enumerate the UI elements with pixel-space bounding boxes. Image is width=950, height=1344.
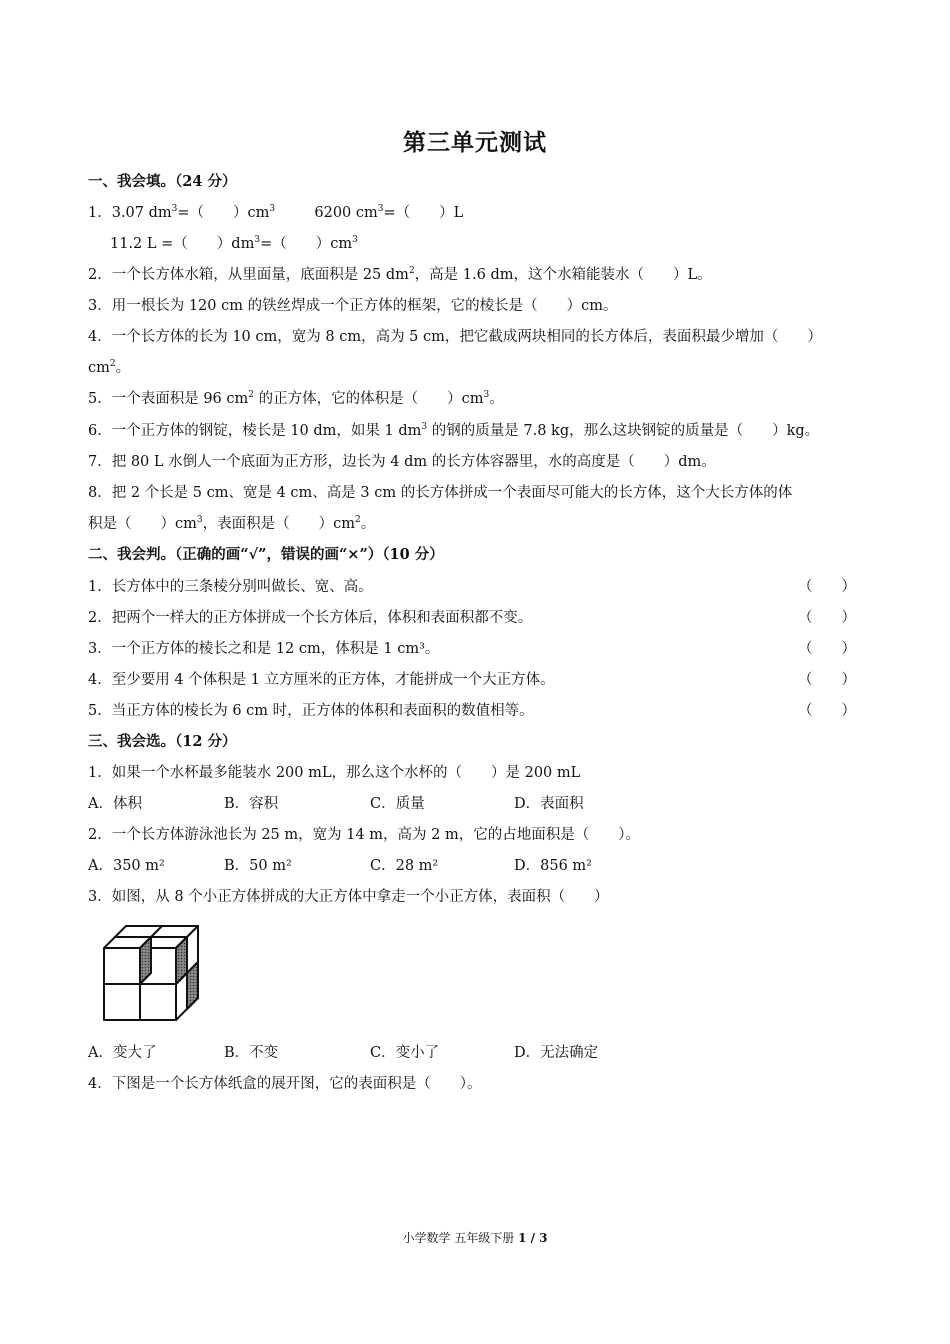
cube-figure [96, 918, 200, 1030]
footer-text: 小学数学 五年级下册 [402, 1231, 519, 1245]
s3-q2-option-a: A．350 m² [88, 858, 165, 874]
s1-q8-line-a: 8．把 2 个长是 5 cm、宽是 4 cm、高是 3 cm 的长方体拼成一个表面尽可能大的长方体，这个大长方体的体 [88, 485, 793, 501]
s1-q5: 5．一个表面积是 96 $cm^2$ 的正方体，它的体积是（ ）$cm^3$。 [88, 390, 504, 407]
s1-q1-line-b: 11.2 L =（ ）$dm^3=$（ ）$cm^3$ [110, 235, 358, 252]
s2-item-5: 5．当正方体的棱长为 6 cm 时，正方体的体积和表面积的数值相等。 [88, 703, 534, 719]
s3-q3-option-a: A．变大了 [88, 1045, 157, 1061]
s3-q3-option-d: D．无法确定 [514, 1045, 599, 1061]
page-footer [0, 1229, 950, 1246]
s3-q2: 2．一个长方体游泳池长为 25 m，宽为 14 m，高为 2 m，它的占地面积是（ ）。 [88, 827, 641, 843]
s3-q2-option-b: B．50 m² [224, 858, 292, 874]
s1-q3: 3．用一根长为 120 cm 的铁丝焊成一个正方体的框架，它的棱长是（ ）cm。 [88, 298, 618, 314]
s3-q1-option-c: C．质量 [370, 796, 425, 812]
s1-q4-line-a: 4．一个长方体的长为 10 cm，宽为 8 cm，高为 5 cm，把它截成两块相同的长方体后，表面积最少增加（ ） [88, 329, 822, 345]
s3-q1-option-b: B．容积 [224, 796, 279, 812]
s2-answer-blank-5: （ ） [798, 703, 856, 719]
section-3-heading: 三、我会选。（12 分） [88, 733, 237, 750]
s3-q1-option-d: D．表面积 [514, 796, 584, 812]
page-number: 1 / 3 [518, 1231, 548, 1245]
s2-answer-blank-2: （ ） [798, 610, 856, 626]
s3-q2-option-c: C．28 m² [370, 858, 439, 874]
s1-q6: 6．一个正方体的钢锭，棱长是 10 dm，如果 1 $dm^3$ 的钢的质量是 7.8 kg，那么这块钢锭的质量是（ ）kg。 [88, 422, 820, 439]
s3-q3: 3．如图，从 8 个小正方体拼成的大正方体中拿走一个小正方体，表面积（ ） [88, 889, 609, 905]
s1-q8-line-b: 积是（ ）$cm^3$，表面积是（ ）$cm^2$。 [88, 515, 376, 532]
s2-item-3: 3．一个正方体的棱长之和是 12 cm，体积是 1 cm³。 [88, 641, 440, 657]
s3-q3-option-b: B．不变 [224, 1045, 279, 1061]
s1-q4-line-b: $cm^2$。 [88, 359, 131, 376]
section-2-heading: 二、我会判。（正确的画“√”，错误的画“×”）（10 分） [88, 546, 444, 563]
s2-answer-blank-4: （ ） [798, 672, 856, 688]
s3-q3-option-c: C．变小了 [370, 1045, 440, 1061]
s1-q2: 2．一个长方体水箱，从里面量，底面积是 25 $dm^2$，高是 1.6 dm，这个水箱能装水（ ）L。 [88, 266, 712, 283]
s3-q1-option-a: A．体积 [88, 796, 142, 812]
s1-q7: 7．把 80 L 水倒人一个底面为正方形，边长为 4 dm 的长方体容器里，水的高度是（ ）dm。 [88, 454, 716, 470]
s2-item-2: 2．把两个一样大的正方体拼成一个长方体后，体积和表面积都不变。 [88, 610, 533, 626]
s2-answer-blank-3: （ ） [798, 641, 856, 657]
s3-q1: 1．如果一个水杯最多能装水 200 mL，那么这个水杯的（ ）是 200 mL [88, 765, 581, 781]
section-1-heading: 一、我会填。（24 分） [88, 173, 237, 190]
s2-item-1: 1．长方体中的三条棱分别叫做长、宽、高。 [88, 579, 373, 595]
page-title: 第三单元测试 [403, 129, 547, 156]
s3-q4: 4．下图是一个长方体纸盒的展开图，它的表面积是（ ）。 [88, 1076, 482, 1092]
s1-q1-line-a: 1．3.07 $dm^3=$（ ）$cm^3$ 6200 $cm^3=$（ ）L [88, 204, 464, 221]
s3-q2-option-d: D．856 m² [514, 858, 592, 874]
s2-answer-blank-1: （ ） [798, 579, 856, 595]
s2-item-4: 4．至少要用 4 个体积是 1 立方厘米的正方体，才能拼成一个大正方体。 [88, 672, 555, 688]
